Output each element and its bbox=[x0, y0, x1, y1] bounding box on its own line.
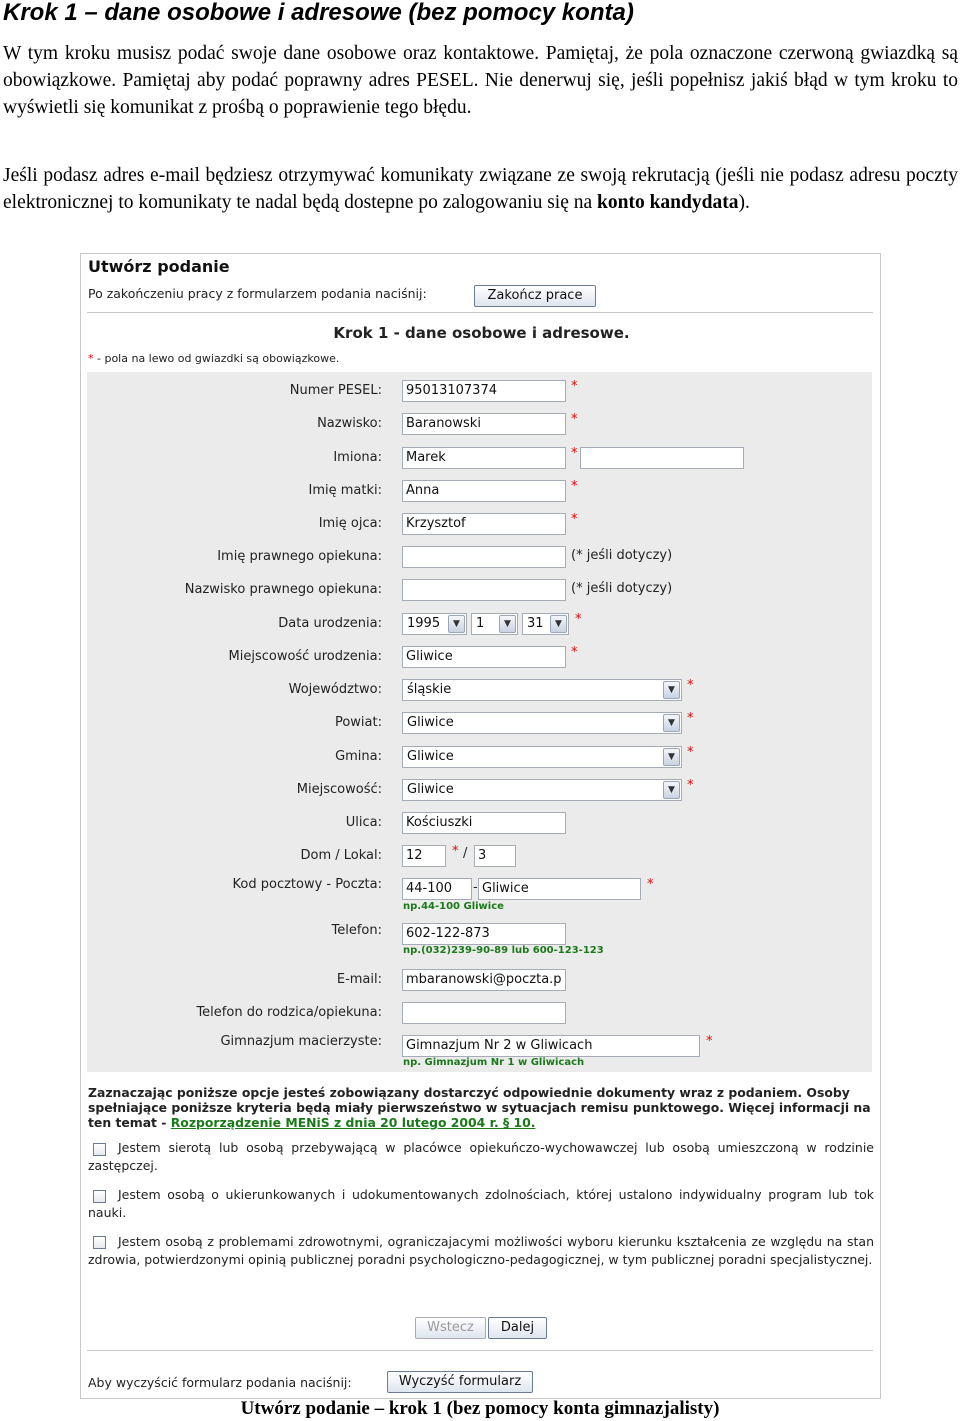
required-star: * bbox=[571, 645, 578, 660]
county-label: Powiat: bbox=[334, 715, 382, 730]
guardian-name-input[interactable] bbox=[402, 546, 566, 568]
guardian-surname-input[interactable] bbox=[402, 579, 566, 601]
city-select[interactable] bbox=[402, 779, 682, 801]
voivodeship-select[interactable] bbox=[402, 679, 682, 701]
required-star: * bbox=[571, 446, 578, 461]
school-example: np. Gimnazjum Nr 1 w Gliwicach bbox=[403, 1057, 585, 1068]
phone-example: np.(032)239-90-89 lub 600-123-123 bbox=[403, 945, 604, 956]
birth-year-select[interactable] bbox=[402, 613, 467, 635]
chevron-down-icon[interactable]: ▼ bbox=[499, 615, 516, 633]
clear-prompt: Aby wyczyścić formularz podania naciśnij: bbox=[88, 1375, 352, 1390]
parent-phone-input[interactable] bbox=[402, 1002, 566, 1024]
county-value: Gliwice bbox=[407, 715, 454, 730]
birth-date-label: Data urodzenia: bbox=[278, 616, 382, 631]
required-star: * bbox=[687, 745, 694, 760]
city-label: Miejscowość: bbox=[296, 782, 382, 797]
pesel-label: Numer PESEL: bbox=[289, 383, 382, 398]
form-screenshot bbox=[80, 253, 881, 1399]
pesel-input[interactable]: 95013107374 bbox=[402, 380, 566, 402]
required-star: * bbox=[571, 412, 578, 427]
email-paragraph-end: ). bbox=[738, 192, 750, 213]
orphan-option-label: Jestem sierotą lub osobą przebywającą w placówce opiekuńczo-wychowawczej lub osobą umieszczoną w rodzinie zastępczej. bbox=[88, 1140, 874, 1173]
divider bbox=[87, 1350, 873, 1351]
finish-button[interactable]: Zakończ prace bbox=[474, 285, 596, 307]
required-note-text: - pola na lewo od gwiazdki są obowiązkowe. bbox=[93, 352, 340, 365]
postal-dash: - bbox=[473, 880, 478, 895]
email-paragraph-text: Jeśli podasz adres e-mail będziesz otrzymywać komunikaty związane ze swoją rekrutacją (jeśli nie podasz adresu poczty elektronicznej to komunikaty te nadal będą dostepne po zalogowaniu się na bbox=[3, 165, 958, 213]
commune-value: Gliwice bbox=[407, 749, 454, 764]
talent-option-label: Jestem osobą o ukierunkowanych i udokumentowanych zdolnościach, której ustalono indywidualny program lub tok nauki. bbox=[88, 1187, 874, 1220]
school-input[interactable]: Gimnazjum Nr 2 w Gliwicach bbox=[402, 1035, 700, 1057]
required-star: * bbox=[571, 379, 578, 394]
health-option-label: Jestem osobą z problemami zdrowotnymi, ograniczajacymi możliwości wyboru kierunku kształcenia ze względu na stan zdrowia, potwierdzonymi opinią publicznej poradni psychologiczno-pedagogicznej, w tym publicznej poradni specjalistycznej. bbox=[88, 1234, 874, 1267]
email-label: E-mail: bbox=[336, 972, 382, 987]
county-select[interactable] bbox=[402, 712, 682, 734]
street-input[interactable]: Kościuszki bbox=[402, 812, 566, 834]
priority-notice-text: Zaznaczając poniższe opcje jesteś zobowiązany dostarczyć odpowiednie dokumenty wraz z podaniem. Osoby spełniające poniższe kryteria będą miały pierwszeństwo w sytuacjach remisu punktowego. Więcej informacji na ten temat - bbox=[88, 1085, 871, 1130]
school-label: Gimnazjum macierzyste: bbox=[220, 1034, 382, 1049]
guardian-surname-label: Nazwisko prawnego opiekuna: bbox=[184, 582, 382, 597]
mother-name-label: Imię matki: bbox=[308, 483, 382, 498]
parent-phone-label: Telefon do rodzica/opiekuna: bbox=[196, 1005, 382, 1020]
email-paragraph bbox=[3, 162, 958, 216]
post-office-input[interactable]: Gliwice bbox=[478, 878, 641, 900]
required-star: * bbox=[687, 778, 694, 793]
chevron-down-icon[interactable]: ▼ bbox=[663, 781, 680, 799]
clear-form-button[interactable]: Wyczyść formularz bbox=[387, 1371, 533, 1393]
back-button[interactable]: Wstecz bbox=[415, 1317, 486, 1339]
city-value: Gliwice bbox=[407, 782, 454, 797]
surname-label: Nazwisko: bbox=[317, 416, 382, 431]
chevron-down-icon[interactable]: ▼ bbox=[663, 714, 680, 732]
birth-day-value: 31 bbox=[527, 616, 544, 631]
chevron-down-icon[interactable]: ▼ bbox=[448, 615, 465, 633]
first-name-input[interactable]: Marek bbox=[402, 447, 566, 469]
figure-caption: Utwórz podanie – krok 1 (bez pomocy konta gimnazjalisty) bbox=[240, 1398, 720, 1419]
street-label: Ulica: bbox=[345, 815, 382, 830]
commune-select[interactable] bbox=[402, 746, 682, 768]
personal-data-form bbox=[87, 372, 872, 1072]
regulation-link[interactable]: Rozporządzenie MENiS z dnia 20 lutego 2004 r. § 10. bbox=[170, 1115, 536, 1130]
voivodeship-value: śląskie bbox=[407, 682, 452, 697]
if-applicable-hint: (* jeśli dotyczy) bbox=[571, 548, 673, 563]
required-star: * bbox=[687, 711, 694, 726]
required-note bbox=[88, 352, 339, 365]
house-number-input[interactable]: 12 bbox=[402, 845, 446, 867]
father-name-input[interactable]: Krzysztof bbox=[402, 513, 566, 535]
postal-label: Kod pocztowy - Poczta: bbox=[232, 877, 382, 892]
chevron-down-icon[interactable]: ▼ bbox=[663, 681, 680, 699]
commune-label: Gmina: bbox=[335, 749, 382, 764]
birth-place-label: Miejscowość urodzenia: bbox=[228, 649, 382, 664]
birth-month-select[interactable] bbox=[471, 613, 518, 635]
birth-day-select[interactable] bbox=[522, 613, 569, 635]
if-applicable-hint: (* jeśli dotyczy) bbox=[571, 581, 673, 596]
required-star: * bbox=[571, 479, 578, 494]
voivodeship-label: Województwo: bbox=[288, 682, 382, 697]
mother-name-input[interactable]: Anna bbox=[402, 480, 566, 502]
birth-place-input[interactable]: Gliwice bbox=[402, 646, 566, 668]
required-star: * bbox=[571, 512, 578, 527]
birth-month-value: 1 bbox=[476, 616, 485, 631]
birth-year-value: 1995 bbox=[407, 616, 441, 631]
next-button[interactable]: Dalej bbox=[488, 1317, 547, 1339]
required-star: * bbox=[706, 1034, 713, 1049]
screen-title: Utwórz podanie bbox=[88, 257, 230, 276]
required-star: * bbox=[687, 678, 694, 693]
postal-code-input[interactable]: 44-100 bbox=[402, 878, 472, 900]
house-flat-separator: / bbox=[463, 846, 468, 861]
required-star: * bbox=[647, 877, 654, 892]
step-title: Krok 1 - dane osobowe i adresowe. bbox=[333, 324, 630, 342]
names-label: Imiona: bbox=[333, 450, 382, 465]
flat-number-input[interactable]: 3 bbox=[474, 845, 516, 867]
second-name-input[interactable] bbox=[580, 447, 744, 469]
priority-notice bbox=[88, 1085, 874, 1130]
document-heading: Krok 1 – dane osobowe i adresowe (bez pomocy konta) bbox=[3, 0, 634, 26]
guardian-name-label: Imię prawnego opiekuna: bbox=[217, 549, 382, 564]
house-flat-label: Dom / Lokal: bbox=[300, 848, 382, 863]
divider bbox=[87, 312, 873, 313]
chevron-down-icon[interactable]: ▼ bbox=[550, 615, 567, 633]
finish-prompt: Po zakończeniu pracy z formularzem podania naciśnij: bbox=[88, 286, 427, 301]
father-name-label: Imię ojca: bbox=[318, 516, 382, 531]
required-star: * bbox=[575, 612, 582, 627]
required-star: * bbox=[452, 844, 459, 859]
surname-input[interactable]: Baranowski bbox=[402, 413, 566, 435]
chevron-down-icon[interactable]: ▼ bbox=[663, 748, 680, 766]
email-paragraph-bold: konto kandydata bbox=[597, 192, 739, 213]
phone-label: Telefon: bbox=[331, 923, 382, 938]
intro-paragraph: W tym kroku musisz podać swoje dane osobowe oraz kontaktowe. Pamiętaj, że pola oznaczone czerwoną gwiazdką są obowiązkowe. Pamiętaj aby podać poprawny adres PESEL. Nie denerwuj się, jeśli popełnisz jakiś błąd w tym kroku to wyświetli się komunikat z prośbą o poprawienie tego błędu. bbox=[3, 43, 958, 118]
postal-example: np.44-100 Gliwice bbox=[403, 901, 504, 912]
phone-input[interactable]: 602-122-873 bbox=[402, 923, 566, 945]
required-star: * bbox=[88, 352, 94, 365]
email-input[interactable]: mbaranowski@poczta.p bbox=[402, 969, 566, 991]
